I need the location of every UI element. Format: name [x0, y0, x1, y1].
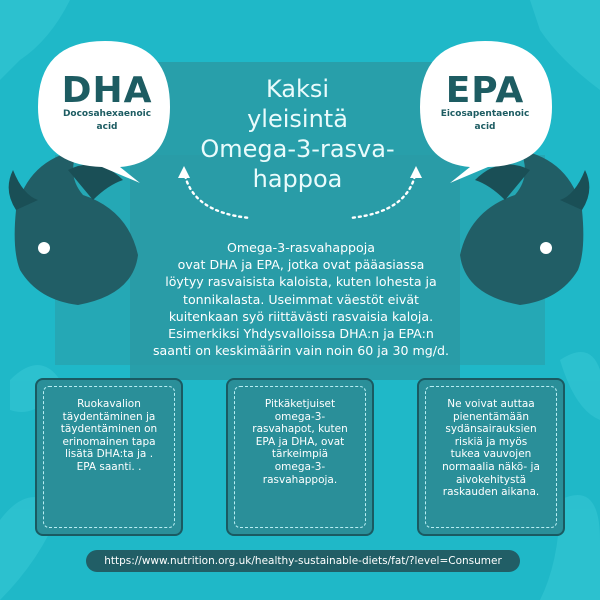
card-line: normaalia näkö- ja [442, 460, 540, 473]
title-line: yleisintä [247, 105, 348, 133]
card-line: Ne voivat auttaa [447, 398, 535, 410]
card-line: raskauden aikana. [442, 486, 540, 499]
intro-line: Esimerkiksi Yhdysvalloissa DHA:n ja EPA:n [168, 326, 434, 342]
arrow-head-icon [410, 166, 422, 178]
info-card-supplement [35, 378, 183, 536]
epa-full-name-line2: acid [474, 122, 496, 132]
dotted-arrows [170, 160, 430, 230]
card-text [236, 398, 364, 486]
card-line: erinomainen tapa [62, 435, 156, 448]
title-line: Omega-3-rasva- [200, 135, 395, 163]
card-line: riskiä ja myös [454, 435, 528, 448]
intro-line: tonnikalasta. Useimmat väestöt eivät [183, 291, 419, 307]
source-link[interactable]: https://www.nutrition.org.uk/healthy-sustainable-diets/fat/?level=Consumer [86, 550, 520, 572]
arrow-head-icon [178, 166, 190, 178]
card-line: EPA ja DHA, ovat [255, 435, 345, 448]
card-line: pienentämään [452, 410, 530, 423]
card-text [45, 398, 173, 474]
epa-abbreviation: EPA [445, 70, 525, 111]
card-line: sydänsairauksien [445, 423, 537, 436]
card-line: omega-3- [274, 460, 326, 473]
card-line: lisätä DHA:ta ja . [64, 448, 154, 461]
intro-line: saanti on keskimäärin vain noin 60 ja 30 mg/d. [152, 343, 450, 359]
intro-line: ovat DHA ja EPA, jotka ovat pääasiassa [177, 257, 425, 273]
intro-line: löytyy rasvaisista kaloista, kuten lohesta ja [165, 274, 437, 290]
card-line: tukea vauvojen [450, 448, 532, 461]
card-line: Pitkäketjuiset [264, 398, 336, 410]
card-line: omega-3- [274, 410, 326, 423]
epa-full-name-line1: Eicosapentaenoic [440, 109, 530, 119]
dha-full-name-line1: Docosahexaenoic [62, 109, 152, 119]
card-line: tärkeimpiä [271, 448, 329, 461]
info-card-long-chain [226, 378, 374, 536]
card-text [427, 398, 555, 499]
intro-line: kuitenkaan syö riittävästi rasvaisia kaloja. [168, 308, 434, 324]
intro-line: Omega-3-rasvahappoja [227, 240, 375, 255]
title-line: Kaksi [265, 75, 330, 103]
card-line: täydentäminen ja [62, 410, 156, 423]
card-line: täydentäminen on [60, 423, 158, 436]
info-card-benefits [417, 378, 565, 536]
card-line: Ruokavalion [77, 398, 141, 410]
dha-abbreviation: DHA [61, 70, 153, 111]
card-line: rasvahappoja. [262, 473, 338, 486]
dha-full-name-line2: acid [96, 122, 118, 132]
title-line: happoa [252, 165, 343, 193]
card-line: aivokehitystä [455, 473, 527, 486]
card-line: EPA saanti. . [76, 460, 142, 473]
card-line: rasvahapot, kuten [252, 423, 348, 436]
intro-paragraph [128, 239, 474, 359]
